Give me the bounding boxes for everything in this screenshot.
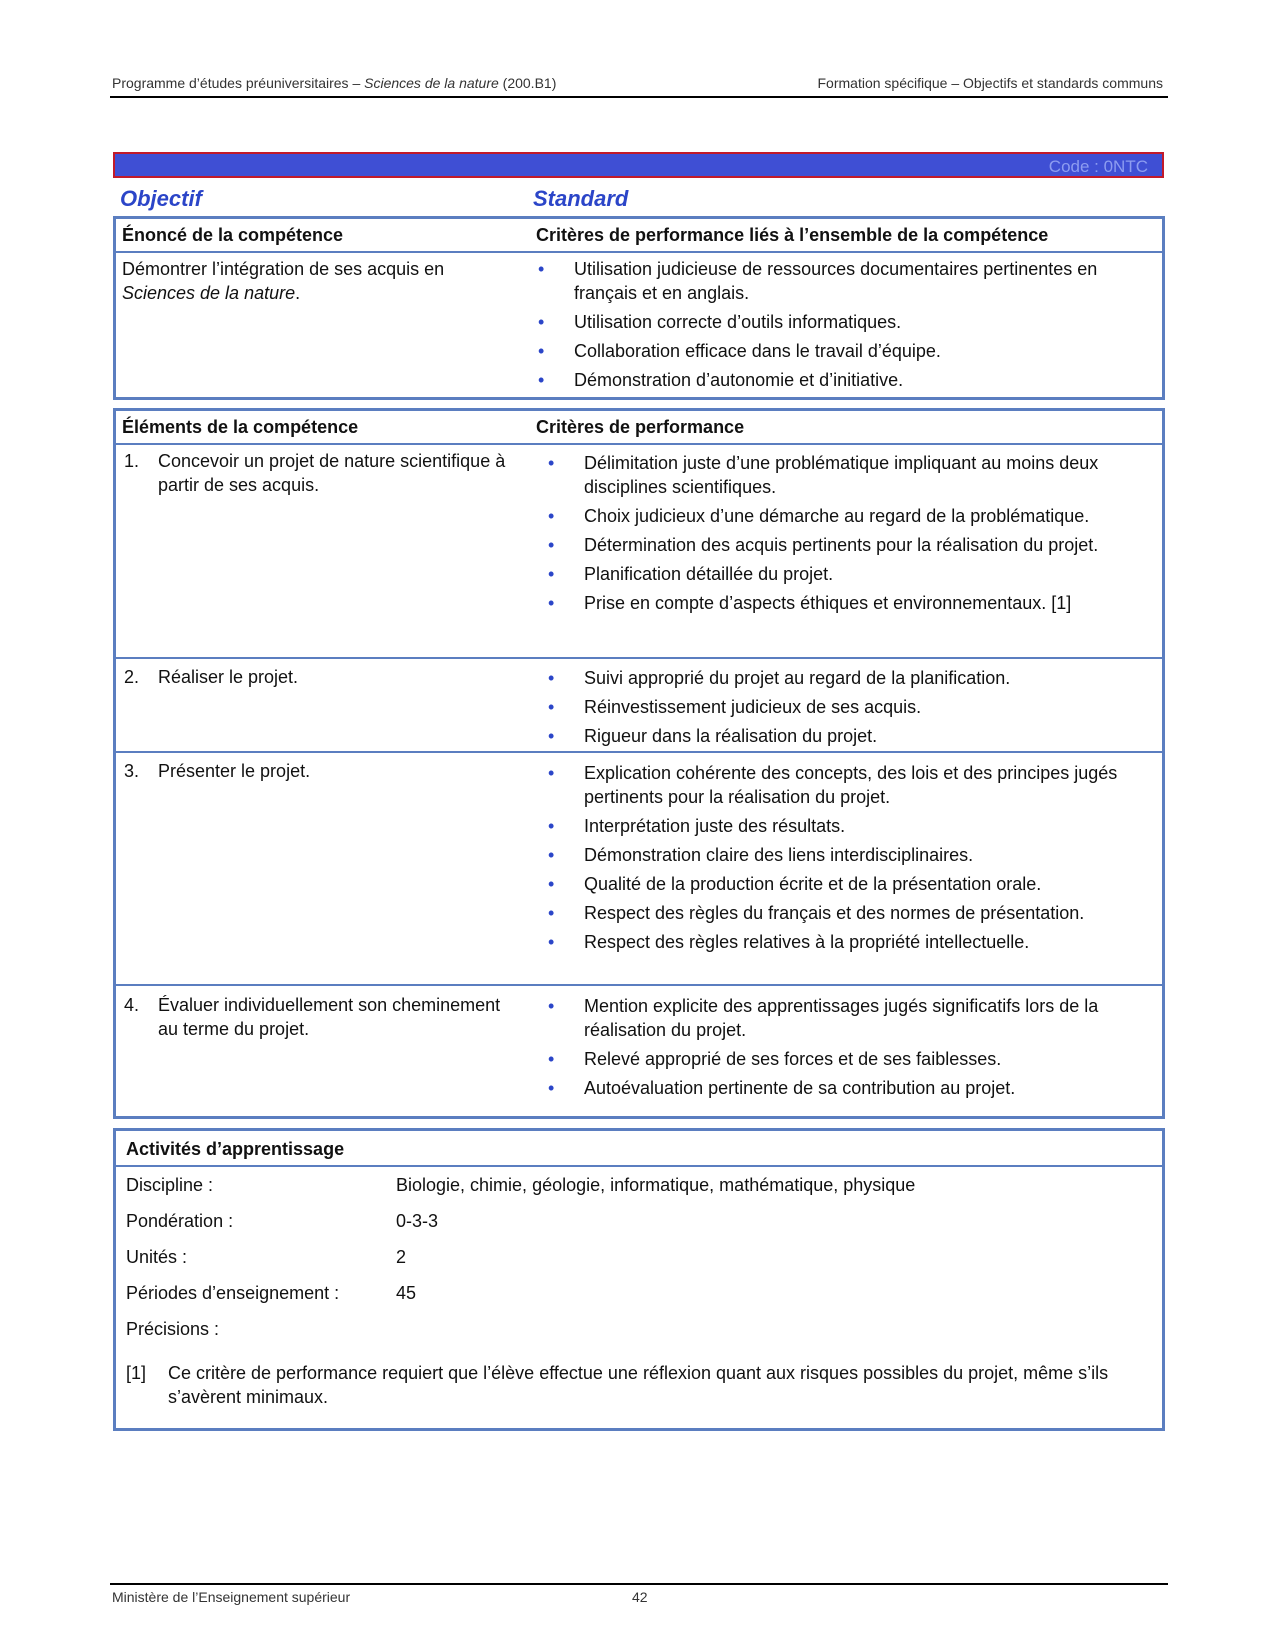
periodes-label: Périodes d’enseignement :: [126, 1283, 340, 1303]
criteres-heading: Critères de performance: [536, 417, 745, 437]
criteres-ensemble-heading: Critères de performance liés à l’ensemble de la compétence: [536, 225, 1049, 245]
enonce-text: [122, 257, 502, 305]
running-header-left: [112, 75, 556, 91]
precisions-label: Précisions :: [126, 1319, 220, 1339]
footer-rule: [110, 1583, 1168, 1585]
list-item: • Explication cohérente des concepts, des lois et des principes jugés pertinents pour la réalisation du projet.: [546, 761, 1146, 809]
row-divider: [116, 984, 1162, 986]
header-program-code: (200.B1): [498, 75, 557, 91]
header-program: Programme d’études préuniversitaires –: [112, 75, 365, 91]
list-item: • Respect des règles relatives à la propriété intellectuelle.: [546, 930, 1146, 954]
ponderation-label: Pondération :: [126, 1211, 234, 1231]
list-item: • Autoévaluation pertinente de sa contribution au projet.: [546, 1076, 1146, 1100]
criteres-list-3: [546, 761, 1146, 959]
list-item: • Démonstration claire des liens interdisciplinaires.: [546, 843, 1146, 867]
list-item: • Délimitation juste d’une problématique impliquant au moins deux disciplines scientifiques.: [546, 451, 1146, 499]
list-item: • Rigueur dans la réalisation du projet.: [546, 724, 1146, 748]
element-row-4: [124, 993, 524, 1041]
row-divider: [116, 657, 1162, 659]
section-standard: Standard: [533, 186, 629, 211]
elements-table: [113, 408, 1165, 1119]
element-number: 3.: [124, 761, 140, 781]
element-number: 4.: [124, 995, 140, 1015]
list-item: • Interprétation juste des résultats.: [546, 814, 1146, 838]
element-text: Présenter le projet.: [158, 761, 311, 781]
course-code: Code : 0NTC: [1048, 157, 1148, 176]
enonce-discipline: Sciences de la nature: [122, 283, 296, 303]
list-item: • Qualité de la production écrite et de la présentation orale.: [546, 872, 1146, 896]
list-item: • Relevé approprié de ses forces et de ses faiblesses.: [546, 1047, 1146, 1071]
criteres-list-4: [546, 994, 1146, 1105]
criteres-list-1: [546, 451, 1146, 620]
enonce-main: Démontrer l’intégration de ses acquis en: [122, 259, 445, 279]
list-item: • Utilisation judicieuse de ressources documentaires pertinentes en français et en anglais.: [536, 257, 1136, 305]
element-text: Évaluer individuellement son cheminement au terme du projet.: [158, 995, 501, 1039]
list-item: • Utilisation correcte d’outils informatiques.: [536, 310, 1136, 334]
criteres-list-2: [546, 666, 1146, 753]
element-text: Réaliser le projet.: [158, 667, 299, 687]
list-item: • Choix judicieux d’une démarche au regard de la problématique.: [546, 504, 1146, 528]
unites-label: Unités :: [126, 1247, 188, 1267]
criteres-ensemble-list: [536, 257, 1136, 397]
table-divider: [116, 1165, 1162, 1167]
element-row-2: [124, 665, 524, 689]
elements-heading: Éléments de la compétence: [122, 417, 359, 437]
unites-value: 2: [396, 1247, 407, 1267]
activites-table: [113, 1128, 1165, 1431]
periodes-value: 45: [396, 1283, 417, 1303]
list-item: • Collaboration efficace dans le travail d’équipe.: [536, 339, 1136, 363]
list-item: • Planification détaillée du projet.: [546, 562, 1146, 586]
list-item: • Mention explicite des apprentissages jugés significatifs lors de la réalisation du projet.: [546, 994, 1146, 1042]
running-header-right: Formation spécifique – Objectifs et standards communs: [817, 75, 1163, 91]
ponderation-value: 0-3-3: [396, 1211, 439, 1231]
element-row-3: [124, 759, 524, 783]
element-number: 1.: [124, 451, 140, 471]
list-item: • Prise en compte d’aspects éthiques et environnementaux. [1]: [546, 591, 1146, 615]
element-row-1: [124, 449, 524, 497]
element-text: Concevoir un projet de nature scientifique à partir de ses acquis.: [158, 451, 506, 495]
list-item: • Respect des règles du français et des normes de présentation.: [546, 901, 1146, 925]
list-item: • Réinvestissement judicieux de ses acquis.: [546, 695, 1146, 719]
list-item: • Détermination des acquis pertinents pour la réalisation du projet.: [546, 533, 1146, 557]
page-number: 42: [632, 1589, 648, 1605]
precision-note: [126, 1361, 1146, 1409]
row-divider: [116, 751, 1162, 753]
activites-heading: Activités d’apprentissage: [126, 1139, 345, 1159]
discipline-value: Biologie, chimie, géologie, informatique, mathématique, physique: [396, 1175, 916, 1195]
element-number: 2.: [124, 667, 140, 687]
table-divider: [116, 443, 1162, 445]
header-program-italic: Sciences de la nature: [364, 75, 499, 91]
section-objectif: Objectif: [120, 186, 202, 211]
header-rule: [110, 96, 1168, 98]
enonce-end: .: [295, 283, 301, 303]
code-bar: [113, 152, 1164, 178]
note-number: [1]: [126, 1363, 147, 1383]
note-text: Ce critère de performance requiert que l’élève effectue une réflexion quant aux risques possibles du projet, même s’ils s’avèrent minimaux.: [168, 1363, 1109, 1407]
discipline-label: Discipline :: [126, 1175, 214, 1195]
list-item: • Démonstration d’autonomie et d’initiative.: [536, 368, 1136, 392]
competence-table: [113, 216, 1165, 400]
footer-ministry: Ministère de l’Enseignement supérieur: [112, 1589, 351, 1605]
table-divider: [116, 251, 1162, 253]
enonce-heading: Énoncé de la compétence: [122, 225, 344, 245]
list-item: • Suivi approprié du projet au regard de la planification.: [546, 666, 1146, 690]
